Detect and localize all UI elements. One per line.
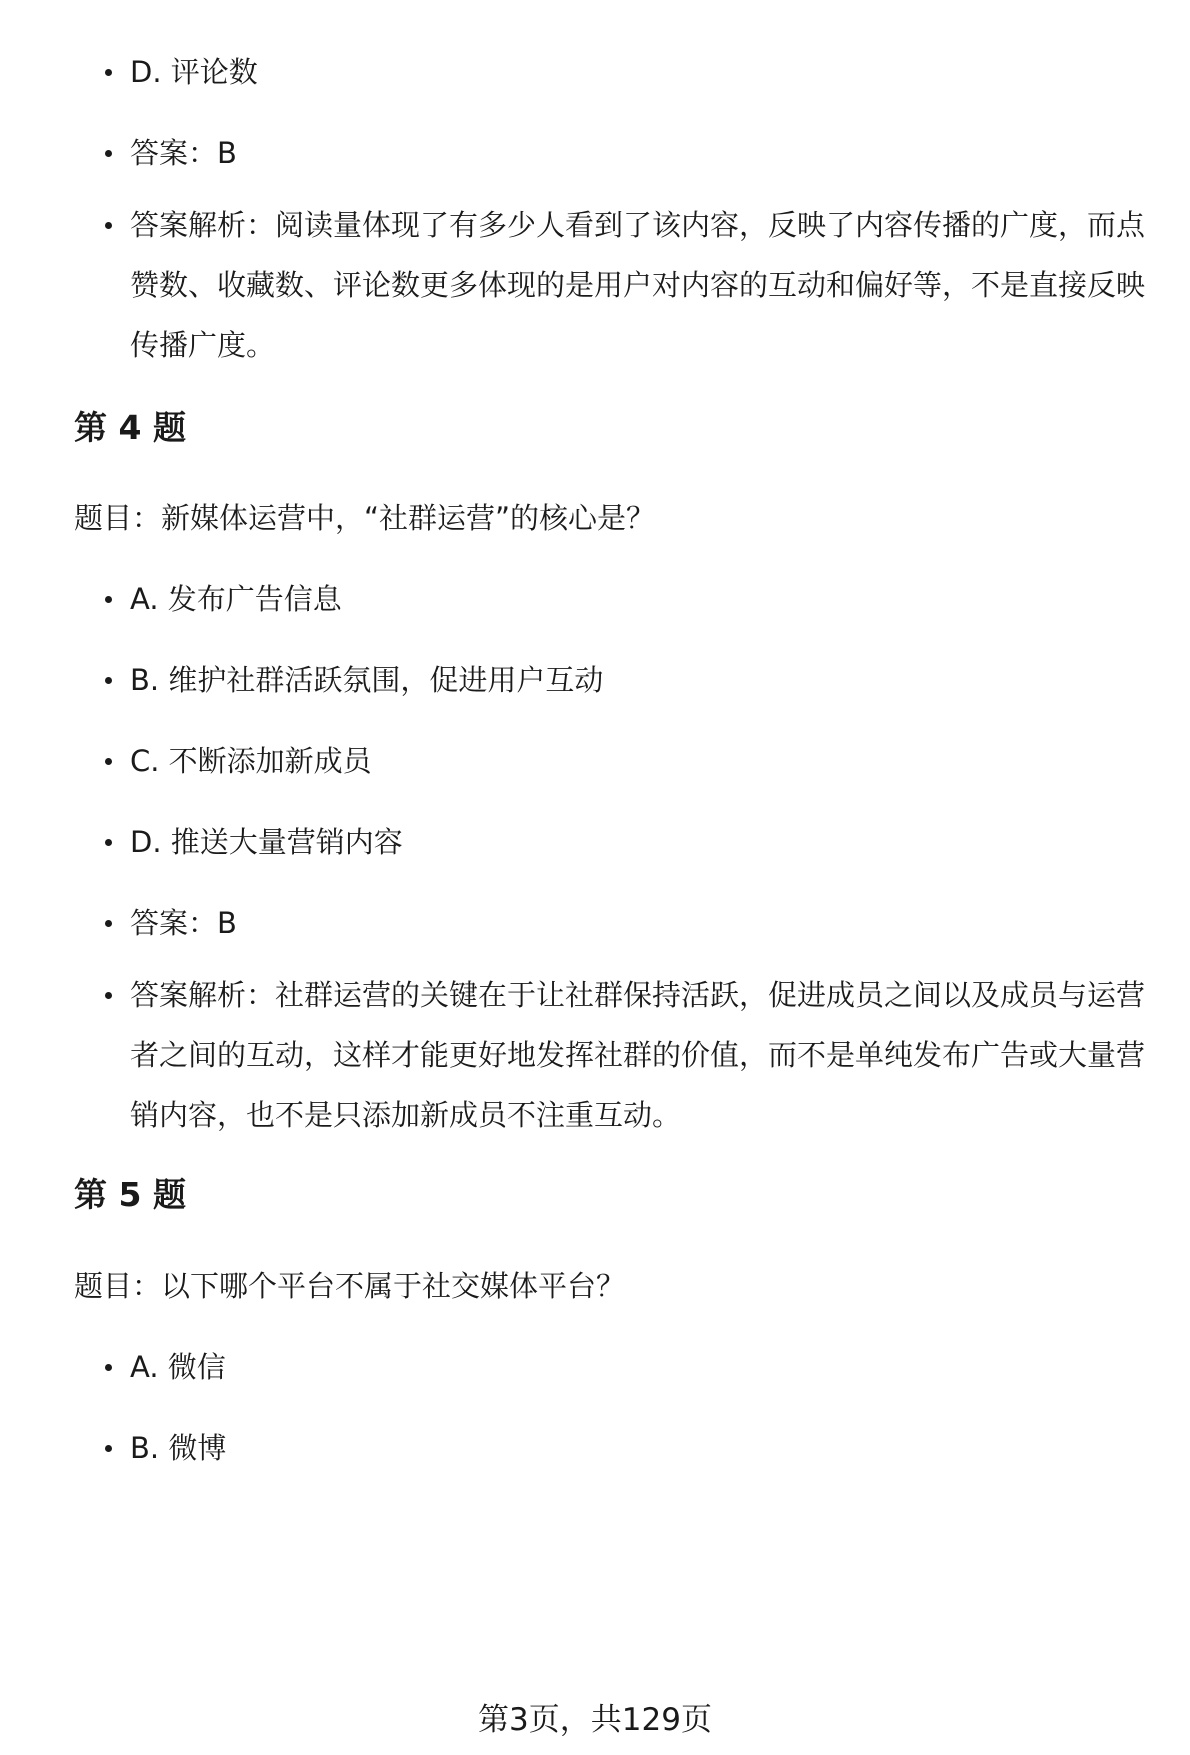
option-a xyxy=(130,1337,1160,1397)
bullet-icon xyxy=(105,69,112,76)
bullet-icon xyxy=(105,677,112,684)
option-a xyxy=(130,569,1160,629)
page-indicator: 第3页，共129页 xyxy=(478,1702,712,1738)
bullet-icon xyxy=(105,1445,112,1452)
option-text: B. 微博 xyxy=(130,1431,227,1465)
bullet-icon xyxy=(105,758,112,765)
option-text: D. 评论数 xyxy=(130,55,258,89)
option-b xyxy=(130,1418,1160,1478)
question-heading: 第 5 题 xyxy=(74,1175,186,1214)
option-text: C. 不断添加新成员 xyxy=(130,744,372,778)
bullet-icon xyxy=(105,596,112,603)
answer xyxy=(130,893,1160,953)
option-text: A. 发布广告信息 xyxy=(130,582,342,616)
answer-text: 答案：B xyxy=(130,136,237,170)
option-text: D. 推送大量营销内容 xyxy=(130,825,403,859)
option-text: A. 微信 xyxy=(130,1350,226,1384)
bullet-icon xyxy=(105,839,112,846)
question-text: 题目：新媒体运营中，“社群运营”的核心是？ xyxy=(74,501,656,535)
bullet-icon xyxy=(105,992,112,999)
question-text: 题目：以下哪个平台不属于社交媒体平台？ xyxy=(74,1269,626,1303)
option-b xyxy=(130,650,1160,710)
answer-explanation xyxy=(130,965,1160,1145)
answer-text: 答案：B xyxy=(130,906,237,940)
answer-explanation xyxy=(130,195,1160,375)
option-text: B. 维护社群活跃氛围，促进用户互动 xyxy=(130,663,604,697)
option-d xyxy=(130,42,1160,102)
answer xyxy=(130,123,1160,183)
option-d xyxy=(130,812,1160,872)
explanation-text: 答案解析：社群运营的关键在于让社群保持活跃，促进成员之间以及成员与运营者之间的互动，这样才能更好地发挥社群的价值，而不是单纯发布广告或大量营销内容，也不是只添加新成员不注重互动。 xyxy=(130,978,1146,1132)
bullet-icon xyxy=(105,1364,112,1371)
bullet-icon xyxy=(105,222,112,229)
explanation-text: 答案解析：阅读量体现了有多少人看到了该内容，反映了内容传播的广度，而点赞数、收藏数、评论数更多体现的是用户对内容的互动和偏好等，不是直接反映传播广度。 xyxy=(130,208,1146,362)
bullet-icon xyxy=(105,920,112,927)
bullet-icon xyxy=(105,150,112,157)
option-c xyxy=(130,731,1160,791)
question-heading: 第 4 题 xyxy=(74,408,186,447)
